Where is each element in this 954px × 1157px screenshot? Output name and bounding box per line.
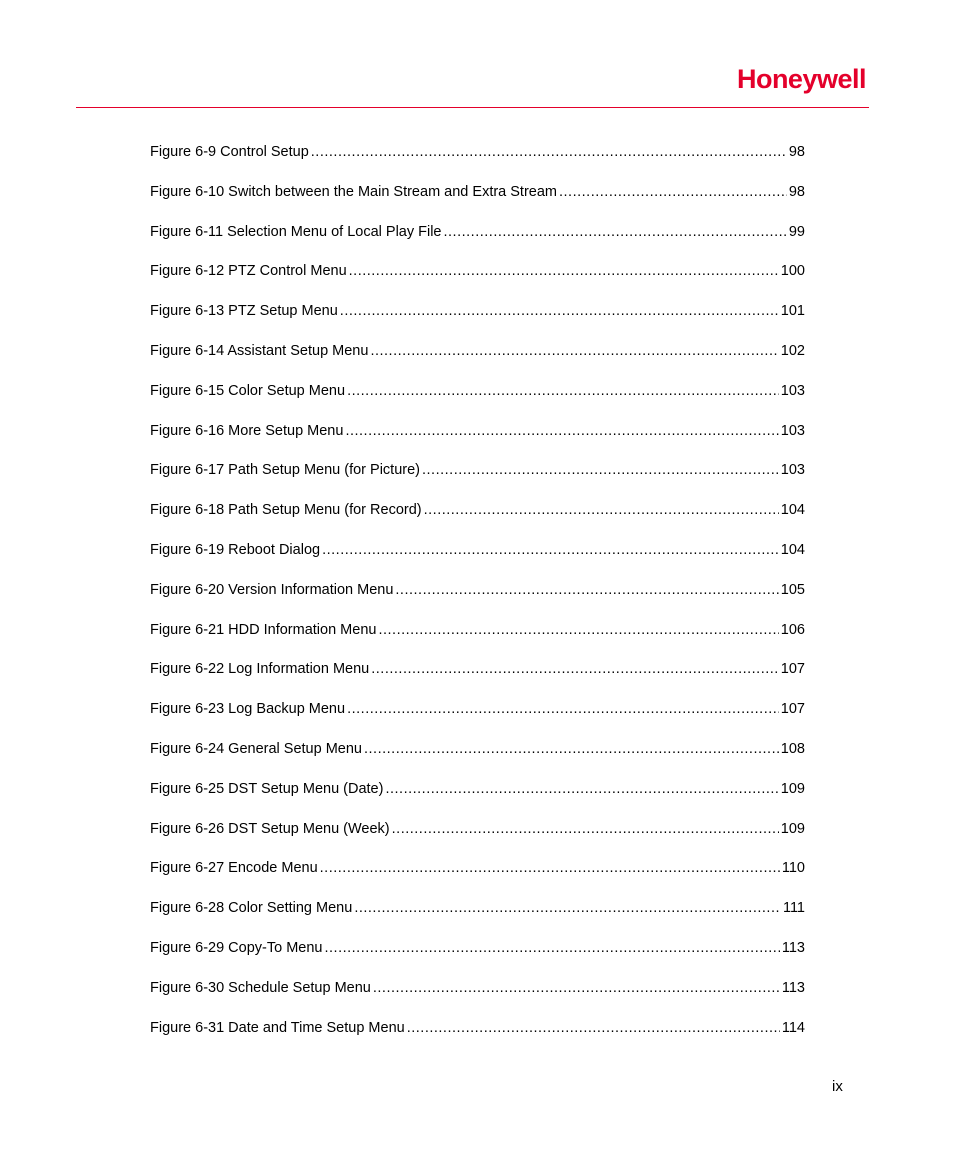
toc-entry-page: 106: [780, 621, 805, 638]
toc-entry-title: Figure 6-14 Assistant Setup Menu: [150, 342, 369, 359]
dot-leader: [422, 460, 779, 480]
toc-entry-title: Figure 6-16 More Setup Menu: [150, 422, 344, 439]
toc-entry-title: Figure 6-28 Color Setting Menu: [150, 900, 353, 917]
toc-entry[interactable]: [150, 659, 805, 699]
toc-entry-title: Figure 6-17 Path Setup Menu (for Picture): [150, 462, 420, 479]
dot-leader: [407, 1018, 780, 1038]
toc-entry[interactable]: [150, 341, 805, 381]
toc-entry-page: 104: [780, 541, 805, 558]
dot-leader: [311, 142, 787, 162]
toc-entry-page: 109: [780, 820, 805, 837]
toc-entry-title: Figure 6-27 Encode Menu: [150, 860, 318, 877]
toc-entry-page: 103: [780, 462, 805, 479]
toc-entry-page: 102: [780, 342, 805, 359]
dot-leader: [347, 381, 779, 401]
toc-entry-page: 114: [781, 1019, 805, 1036]
dot-leader: [392, 819, 779, 839]
toc-entry-title: Figure 6-26 DST Setup Menu (Week): [150, 820, 390, 837]
toc-entry[interactable]: [150, 222, 805, 262]
dot-leader: [424, 500, 779, 520]
toc-entry[interactable]: [150, 381, 805, 421]
toc-entry-page: 103: [780, 382, 805, 399]
toc-entry[interactable]: [150, 182, 805, 222]
toc-entry-title: Figure 6-23 Log Backup Menu: [150, 701, 346, 718]
toc-entry-page: 105: [780, 581, 805, 598]
toc-entry-title: Figure 6-25 DST Setup Menu (Date): [150, 780, 384, 797]
dot-leader: [373, 978, 780, 998]
header-divider: [76, 107, 869, 108]
toc-entry[interactable]: [150, 142, 805, 182]
toc-entry[interactable]: [150, 858, 805, 898]
toc-entry-title: Figure 6-21 HDD Information Menu: [150, 621, 377, 638]
toc-entry-title: Figure 6-10 Switch between the Main Stream and Extra Stream: [150, 183, 557, 200]
dot-leader: [385, 779, 778, 799]
toc-entry-title: Figure 6-24 General Setup Menu: [150, 740, 362, 757]
toc-entry-page: 111: [782, 900, 805, 917]
toc-entry-title: Figure 6-22 Log Information Menu: [150, 661, 370, 678]
toc-entry[interactable]: [150, 938, 805, 978]
toc-entry-title: Figure 6-12 PTZ Control Menu: [150, 263, 347, 280]
toc-entry[interactable]: [150, 540, 805, 580]
toc-entry-page: 107: [780, 701, 805, 718]
toc-entry[interactable]: [150, 739, 805, 779]
toc-entry[interactable]: [150, 580, 805, 620]
dot-leader: [354, 898, 781, 918]
dot-leader: [364, 739, 779, 759]
toc-entry[interactable]: [150, 699, 805, 739]
toc-entry-page: 103: [780, 422, 805, 439]
toc-entry[interactable]: [150, 978, 805, 1018]
toc-entry-title: Figure 6-9 Control Setup: [150, 144, 309, 160]
toc-entry-title: Figure 6-15 Color Setup Menu: [150, 382, 346, 399]
toc-entry-page: 110: [781, 860, 805, 877]
list-of-figures: [150, 142, 805, 1057]
toc-entry-page: 98: [788, 183, 805, 200]
toc-entry-page: 113: [781, 979, 805, 996]
dot-leader: [347, 699, 779, 719]
toc-entry[interactable]: [150, 1018, 805, 1058]
toc-entry[interactable]: [150, 460, 805, 500]
dot-leader: [559, 182, 787, 202]
toc-entry-page: 100: [780, 263, 805, 280]
dot-leader: [345, 421, 778, 441]
toc-entry-title: Figure 6-11 Selection Menu of Local Play File: [150, 223, 442, 240]
dot-leader: [395, 580, 778, 600]
dot-leader: [378, 620, 778, 640]
toc-entry[interactable]: [150, 500, 805, 540]
toc-entry-title: Figure 6-19 Reboot Dialog: [150, 541, 321, 558]
dot-leader: [370, 341, 778, 361]
dot-leader: [322, 540, 779, 560]
toc-entry[interactable]: [150, 898, 805, 938]
toc-entry-page: 108: [780, 740, 805, 757]
dot-leader: [324, 938, 779, 958]
toc-entry-title: Figure 6-13 PTZ Setup Menu: [150, 303, 338, 320]
page-number: ix: [832, 1078, 843, 1095]
toc-entry-title: Figure 6-29 Copy-To Menu: [150, 939, 323, 956]
honeywell-logo: Honeywell: [736, 64, 866, 94]
toc-entry[interactable]: [150, 779, 805, 819]
toc-entry[interactable]: [150, 261, 805, 301]
dot-leader: [320, 858, 780, 878]
toc-entry-page: 98: [788, 144, 805, 160]
toc-entry-title: Figure 6-31 Date and Time Setup Menu: [150, 1019, 405, 1036]
dot-leader: [444, 222, 787, 242]
toc-entry[interactable]: [150, 301, 805, 341]
toc-entry-page: 104: [780, 502, 805, 519]
toc-entry-page: 113: [781, 939, 805, 956]
toc-entry-page: 101: [780, 303, 805, 320]
dot-leader: [340, 301, 779, 321]
toc-entry-page: 107: [780, 661, 805, 678]
toc-entry-title: Figure 6-20 Version Information Menu: [150, 581, 394, 598]
toc-entry-page: 109: [780, 780, 805, 797]
toc-entry-title: Figure 6-18 Path Setup Menu (for Record): [150, 502, 422, 519]
toc-entry[interactable]: [150, 819, 805, 859]
toc-entry[interactable]: [150, 421, 805, 461]
dot-leader: [371, 659, 779, 679]
dot-leader: [349, 261, 779, 281]
toc-entry[interactable]: [150, 620, 805, 660]
toc-entry-title: Figure 6-30 Schedule Setup Menu: [150, 979, 371, 996]
toc-entry-page: 99: [788, 223, 805, 240]
